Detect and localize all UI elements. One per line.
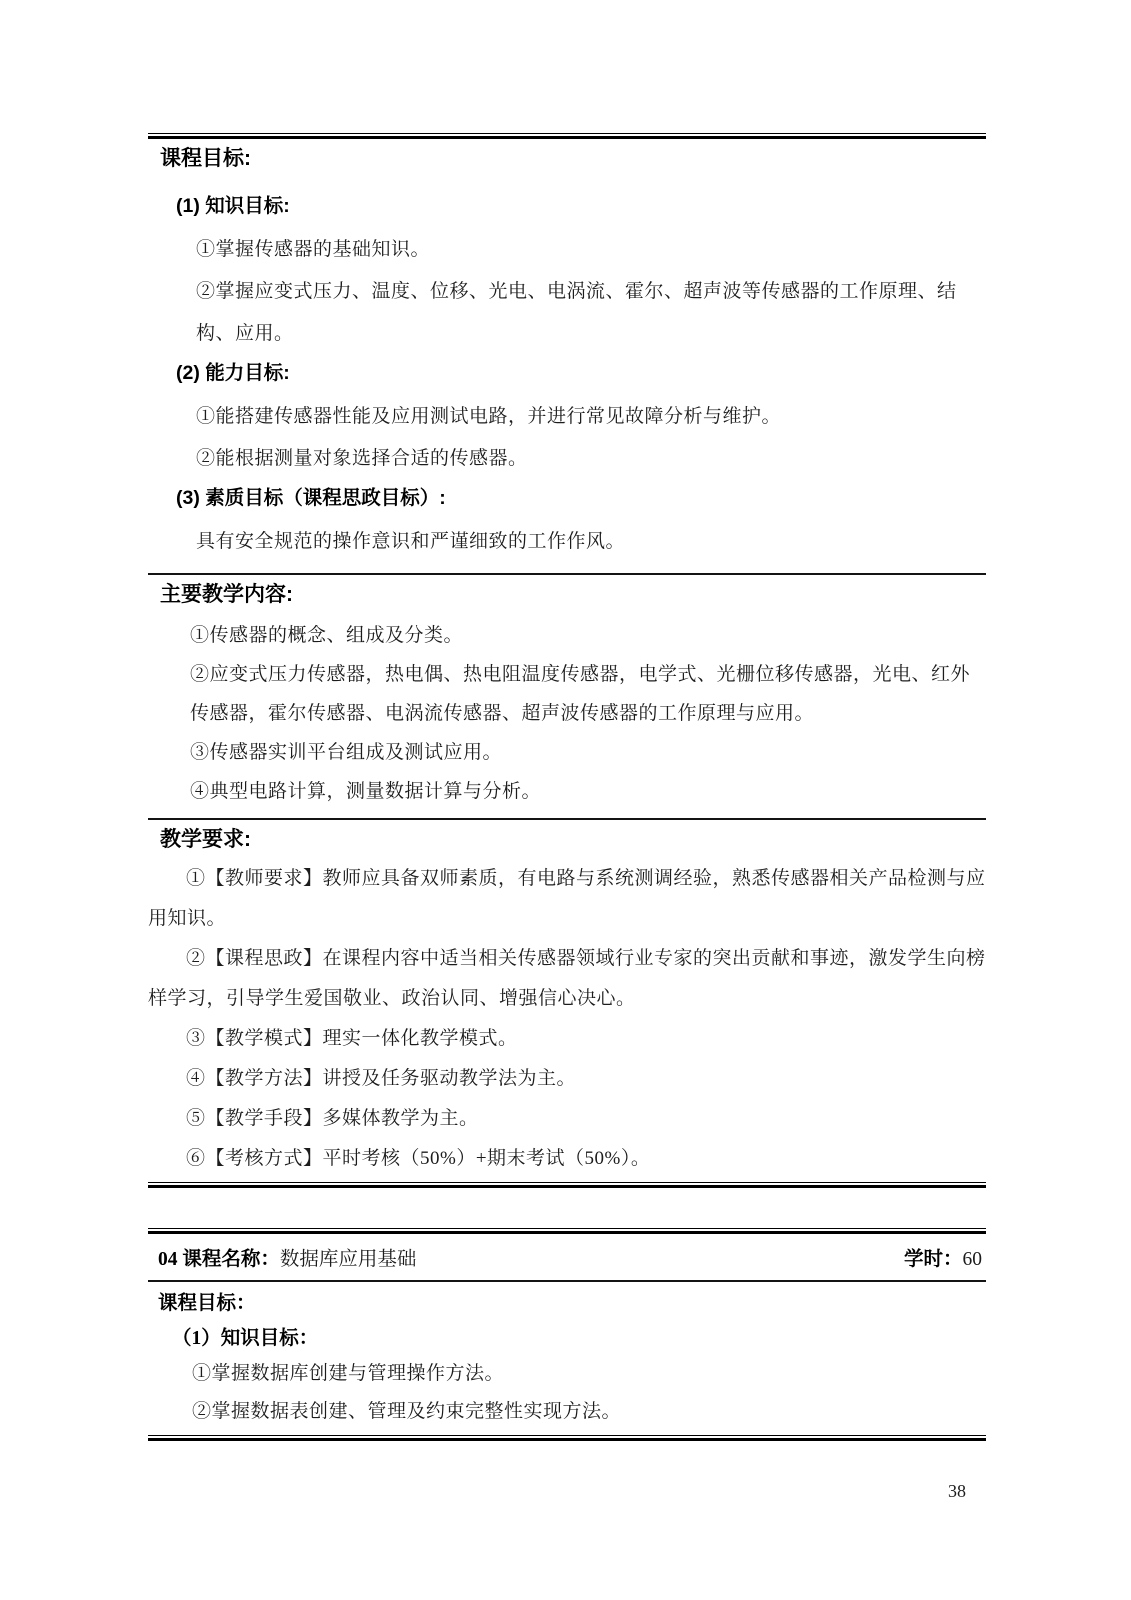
course-objectives-heading: 课程目标： (158, 1293, 256, 1314)
objective-item: ①能搭建传感器性能及应用测试电路，并进行常见故障分析与维护。 (196, 406, 782, 427)
hours-label: 学时： (903, 1249, 963, 1270)
table-border-bottom (148, 1182, 986, 1188)
knowledge-objectives-heading: （1）知识目标： (172, 1328, 319, 1349)
content-item: ④典型电路计算，测量数据计算与分析。 (190, 781, 542, 802)
course-objectives-heading: 课程目标: (160, 147, 251, 170)
knowledge-objectives-list (148, 1355, 986, 1431)
hours-value: 60 (962, 1249, 982, 1270)
objective-item: ②掌握数据表创建、管理及约束完整性实现方法。 (192, 1401, 622, 1422)
knowledge-objectives-heading: (1) 知识目标: (176, 195, 290, 217)
teaching-requirements-list (148, 859, 986, 1179)
ability-objectives-list (148, 396, 986, 480)
section-divider (148, 573, 986, 575)
quality-objectives-list (148, 521, 986, 563)
quality-objectives-heading: (3) 素质目标（课程思政目标）: (176, 487, 446, 509)
teaching-content-heading: 主要教学内容: (160, 583, 293, 606)
row-divider (148, 1280, 986, 1282)
ability-objectives-heading: (2) 能力目标: (176, 362, 290, 384)
knowledge-objectives-list (148, 229, 986, 355)
course-hours-group (904, 1243, 982, 1271)
teaching-content-list (148, 616, 986, 811)
requirement-item: ③【教学模式】理实一体化教学模式。 (186, 1028, 518, 1049)
content-item: ③传感器实训平台组成及测试应用。 (190, 742, 503, 763)
objective-item: 具有安全规范的操作意识和严谨细致的工作作风。 (196, 531, 626, 552)
course-number-label: 04 课程名称： (158, 1249, 280, 1270)
table-border-top (148, 133, 986, 139)
course-name: 数据库应用基础 (279, 1249, 417, 1270)
requirement-item: ②【课程思政】在课程内容中适当相关传感器领域行业专家的突出贡献和事迹，激发学生向榜样学习，引导学生爱国敬业、政治认同、增强信心决心。 (148, 948, 986, 1009)
objective-item: ②掌握应变式压力、温度、位移、光电、电涡流、霍尔、超声波等传感器的工作原理、结构、应用。 (196, 281, 957, 344)
content-item: ①传感器的概念、组成及分类。 (190, 625, 464, 646)
section-divider (148, 818, 986, 820)
table-border-bottom (148, 1435, 986, 1441)
objective-item: ②能根据测量对象选择合适的传感器。 (196, 448, 528, 469)
course-header-row (148, 1234, 986, 1280)
page-content (148, 0, 986, 1441)
page-number: 38 (948, 1481, 966, 1501)
content-item: ②应变式压力传感器，热电偶、热电阻温度传感器，电学式、光栅位移传感器，光电、红外传感器，霍尔传感器、电涡流传感器、超声波传感器的工作原理与应用。 (190, 664, 971, 724)
course-name-group (158, 1243, 416, 1271)
teaching-requirements-heading: 教学要求: (160, 828, 251, 851)
requirement-item: ⑥【考核方式】平时考核（50%）+期末考试（50%）。 (186, 1148, 651, 1169)
requirement-item: ①【教师要求】教师应具备双师素质，有电路与系统测调经验，熟悉传感器相关产品检测与应用知识。 (148, 868, 986, 929)
requirement-item: ⑤【教学手段】多媒体教学为主。 (186, 1108, 479, 1129)
requirement-item: ④【教学方法】讲授及任务驱动教学法为主。 (186, 1068, 577, 1089)
objective-item: ①掌握数据库创建与管理操作方法。 (192, 1363, 505, 1384)
objective-item: ①掌握传感器的基础知识。 (196, 239, 431, 260)
